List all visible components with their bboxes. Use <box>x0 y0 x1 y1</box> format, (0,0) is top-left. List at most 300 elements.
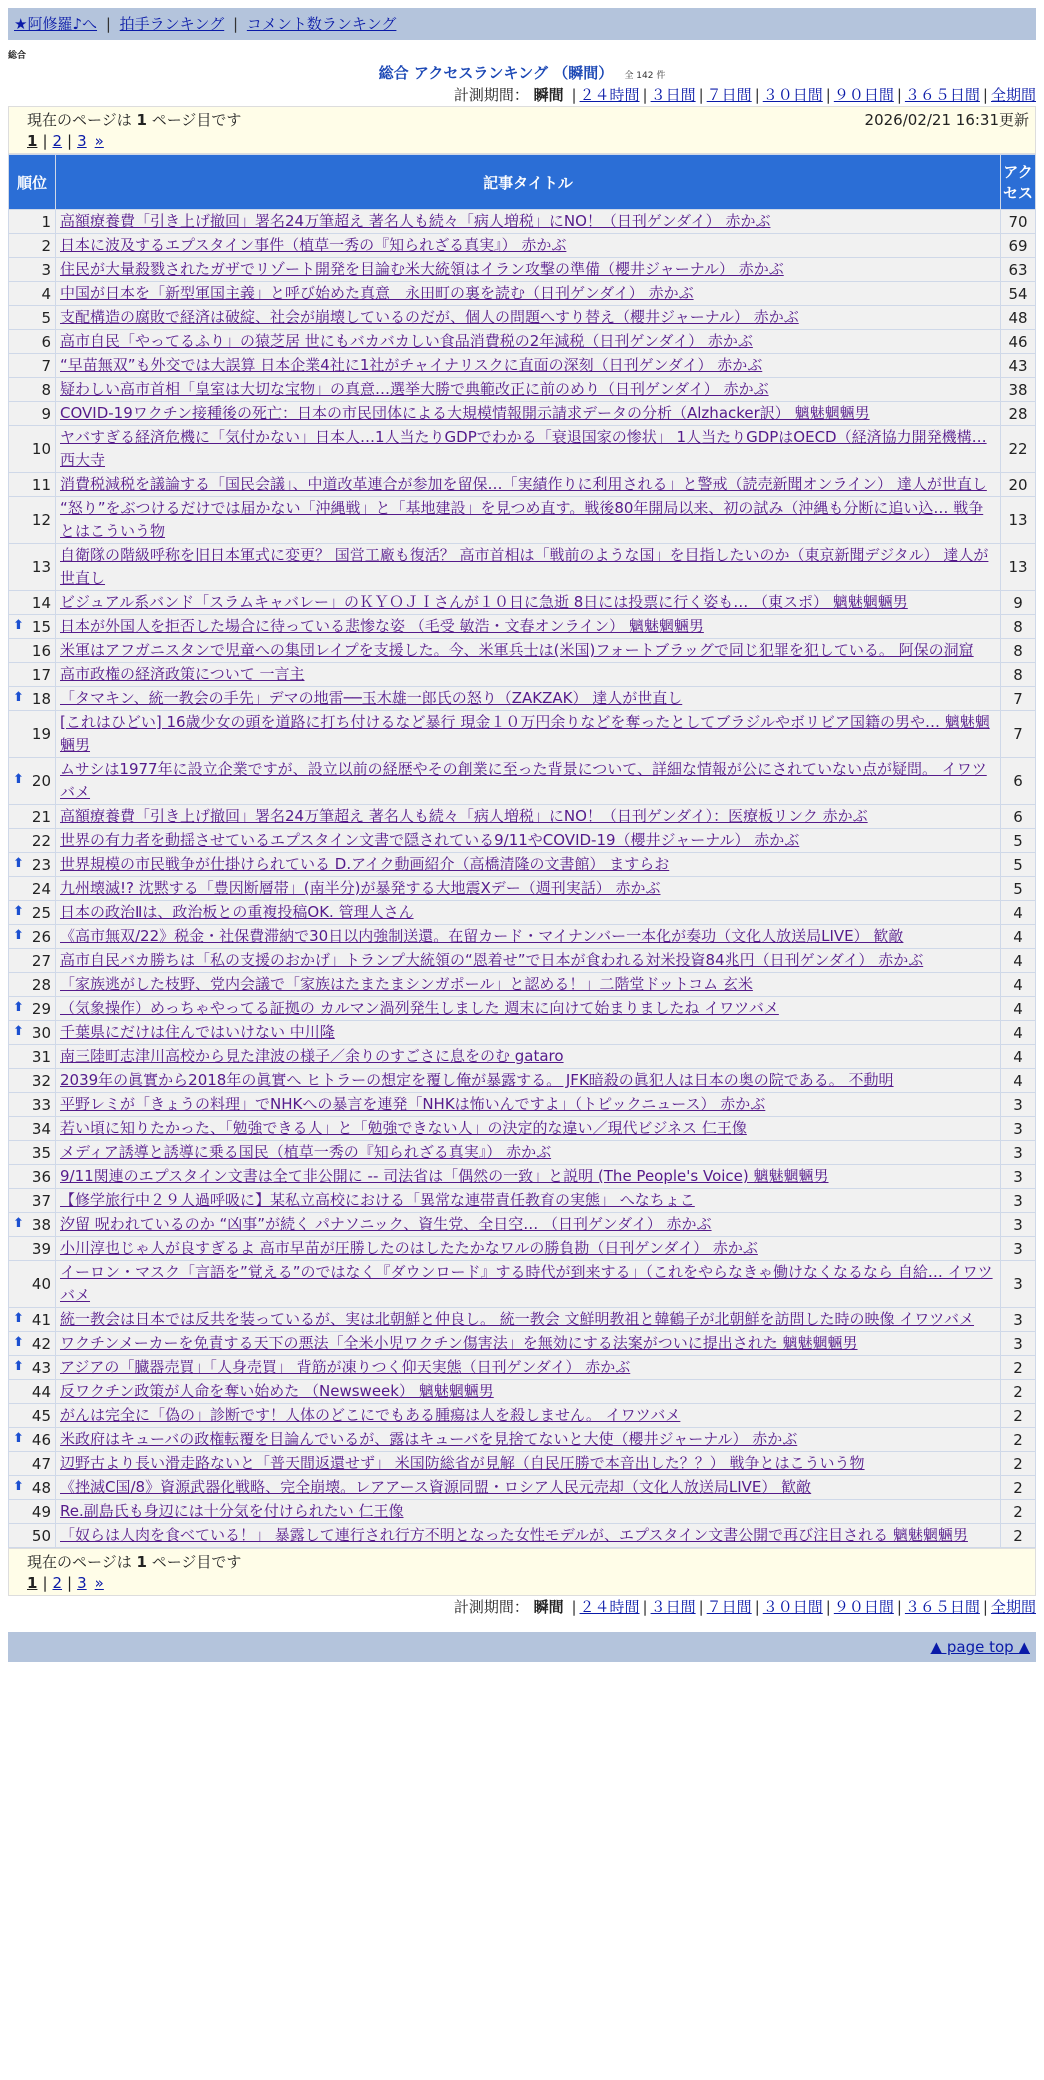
article-link[interactable]: [これはひどい] 16歳少女の頭を道路に打ち付けるなど暴行 現金１０万円余りなどを奪ったとしてブラジルやボリビア国籍の男や… 魑魅魍魎男 <box>60 713 990 754</box>
title-cell <box>56 330 1001 354</box>
title-cell <box>56 473 1001 497</box>
table-row <box>9 877 1036 901</box>
period-current: 瞬間 <box>533 86 564 104</box>
access-count: 4 <box>1001 925 1036 949</box>
title-cell <box>56 997 1001 1021</box>
table-row <box>9 544 1036 591</box>
access-count: 48 <box>1001 306 1036 330</box>
rank-cell <box>9 1428 56 1452</box>
title-cell <box>56 901 1001 925</box>
title-cell <box>56 1500 1001 1524</box>
access-count: 3 <box>1001 1213 1036 1237</box>
header-rank: 順位 <box>9 155 56 210</box>
title-cell <box>56 853 1001 877</box>
access-count: 63 <box>1001 258 1036 282</box>
rank-cell <box>9 1332 56 1356</box>
rank-number: 12 <box>31 511 51 529</box>
table-row <box>9 1045 1036 1069</box>
table-row <box>9 210 1036 234</box>
rank-number: 29 <box>31 999 51 1018</box>
access-count: 6 <box>1001 805 1036 829</box>
title-cell <box>56 1524 1001 1548</box>
rank-number: 19 <box>31 725 51 743</box>
access-count: 54 <box>1001 282 1036 306</box>
table-row <box>9 1356 1036 1380</box>
table-row <box>9 354 1036 378</box>
rank-cell <box>9 615 56 639</box>
table-row <box>9 330 1036 354</box>
table-row <box>9 497 1036 544</box>
title-cell <box>56 426 1001 473</box>
rank-number: 41 <box>31 1310 51 1329</box>
title-cell <box>56 687 1001 711</box>
period-separator: | <box>754 1598 760 1616</box>
up-arrow-icon: ⬆ <box>13 1478 24 1494</box>
page-status <box>27 1552 241 1572</box>
table-row <box>9 1165 1036 1189</box>
article-link[interactable]: 住民が大量殺戮されたガザでリゾート開発を目論む米大統領はイラン攻撃の準備（櫻井ジャーナル） 赤かぶ <box>60 260 784 278</box>
access-count: 7 <box>1001 711 1036 758</box>
article-link[interactable]: 辺野古より長い滑走路ないと「普天間返還せず」 米国防総省が見解（自民圧勝で本音出した？？） 戦争とはこういう物 <box>60 1454 865 1472</box>
rank-cell <box>9 1524 56 1548</box>
period-separator: | <box>754 86 760 104</box>
up-arrow-icon: ⬆ <box>13 1334 24 1350</box>
access-count: 3 <box>1001 1093 1036 1117</box>
home-link[interactable]: ★阿修羅♪へ <box>14 15 98 33</box>
period-label: 計測期間： <box>453 1598 529 1616</box>
page-status-prefix: 現在のページは <box>27 1553 132 1571</box>
access-count: 8 <box>1001 639 1036 663</box>
period-link[interactable]: ７日間 <box>706 1598 752 1616</box>
page-separator: | <box>42 132 48 150</box>
rank-number: 20 <box>31 772 51 790</box>
page-title-text: 総合 アクセスランキング （瞬間） <box>378 64 614 82</box>
period-links <box>568 1598 1036 1616</box>
title-cell <box>56 1237 1001 1261</box>
rank-number: 35 <box>31 1143 51 1162</box>
rank-cell <box>9 1069 56 1093</box>
header-access: アクセス <box>1001 155 1036 210</box>
up-arrow-icon: ⬆ <box>13 772 24 787</box>
access-count: 4 <box>1001 997 1036 1021</box>
next-page-link[interactable]: » <box>94 1574 104 1592</box>
table-row <box>9 1500 1036 1524</box>
title-cell <box>56 663 1001 687</box>
rank-cell <box>9 901 56 925</box>
article-link[interactable]: 九州壊滅!? 沈黙する「豊因断層帯」(南半分)が暴発する大地震Xデー（週刊実話） 赤かぶ <box>60 879 661 897</box>
article-link[interactable]: メディア誘導と誘導に乗る国民（植草一秀の『知られざる真実』） 赤かぶ <box>60 1143 552 1161</box>
rank-number: 49 <box>31 1502 51 1521</box>
title-cell <box>56 282 1001 306</box>
article-link[interactable]: 高額療養費「引き上げ撤回」署名24万筆超え 著名人も続々「病人増税」にNO！（日刊ゲンダイ） 赤かぶ <box>60 212 771 230</box>
title-cell <box>56 402 1001 426</box>
access-count: 38 <box>1001 378 1036 402</box>
article-link[interactable]: 世界の有力者を動揺させているエプスタイン文書で隠されている9/11やCOVID-19（櫻井ジャーナル） 赤かぶ <box>60 831 800 849</box>
rank-number: 25 <box>31 903 51 922</box>
table-row <box>9 1428 1036 1452</box>
page-link[interactable]: 2 <box>52 1574 63 1592</box>
table-row <box>9 426 1036 473</box>
article-link[interactable]: 高市自民バカ勝ちは「私の支援のおかげ」トランプ大統領の“恩着せ”で日本が食われる対米投資84兆円（日刊ゲンダイ） 赤かぶ <box>60 951 924 969</box>
next-page-link[interactable]: » <box>94 132 104 150</box>
title-cell <box>56 925 1001 949</box>
access-count: 5 <box>1001 877 1036 901</box>
access-count: 6 <box>1001 758 1036 805</box>
rank-cell <box>9 210 56 234</box>
article-link[interactable]: ヤバすぎる経済危機に「気付かない」日本人…1人当たりGDPでわかる「衰退国家の惨状」 1人当たりGDPはOECD（経済協力開発機構… 西大寺 <box>60 428 987 469</box>
rank-number: 45 <box>31 1406 51 1425</box>
period-link[interactable]: ７日間 <box>706 86 752 104</box>
access-count: 5 <box>1001 829 1036 853</box>
rank-number: 10 <box>31 440 51 458</box>
rank-cell <box>9 426 56 473</box>
rank-number: 18 <box>31 689 51 708</box>
rank-number: 46 <box>31 1430 51 1449</box>
access-count: 3 <box>1001 1261 1036 1308</box>
page-status-suffix: ページ目です <box>151 111 242 129</box>
up-arrow-icon: ⬆ <box>13 927 24 943</box>
rank-number: 27 <box>31 951 51 970</box>
rank-number: 47 <box>31 1454 51 1473</box>
rank-number: 44 <box>31 1382 51 1401</box>
article-link[interactable]: 米政府はキューバの政権転覆を目論んでいるが、露はキューバを見捨てないと大使（櫻井ジャーナル） 赤かぶ <box>60 1430 798 1448</box>
rank-number: 3 <box>41 260 51 279</box>
title-cell <box>56 1021 1001 1045</box>
rank-number: 7 <box>41 356 51 375</box>
access-count: 46 <box>1001 330 1036 354</box>
page-separator: | <box>67 1574 73 1592</box>
article-link[interactable]: 小川淳也じゃ人が良すぎるよ 高市早苗が圧勝したのはしたたかなワルの勝負勘（日刊ゲンダイ） 赤かぶ <box>60 1239 758 1257</box>
table-row <box>9 1189 1036 1213</box>
article-link[interactable]: 「奴らは人肉を食べている！」 暴露して連行され行方不明となった女性モデルが、エプスタイン文書公開で再び注目される 魑魅魍魎男 <box>60 1526 968 1544</box>
period-label: 計測期間： <box>453 86 529 104</box>
applause-ranking-link[interactable]: 拍手ランキング <box>119 15 225 33</box>
table-row <box>9 1117 1036 1141</box>
rank-cell <box>9 591 56 615</box>
article-link[interactable]: 2039年の眞實から2018年の眞實へ ヒトラーの想定を覆し俺が暴露する。 JFK暗殺の眞犯人は日本の奥の院である。 不動明 <box>60 1071 894 1089</box>
page-links <box>27 130 1029 152</box>
rank-number: 30 <box>31 1023 51 1042</box>
rank-number: 22 <box>31 831 51 850</box>
article-link[interactable]: 世界規模の市民戦争が仕掛けられている D.アイク動画紹介（高橋清隆の文書館） ますらお <box>60 855 670 873</box>
title-cell <box>56 711 1001 758</box>
access-count: 43 <box>1001 354 1036 378</box>
rank-cell <box>9 1308 56 1332</box>
table-row <box>9 591 1036 615</box>
up-arrow-icon: ⬆ <box>13 1358 24 1374</box>
period-current: 瞬間 <box>533 1598 564 1616</box>
article-link[interactable]: “怒り”をぶつけるだけでは届かない「沖縄戦」と「基地建設」を見つめ直す。戦後80年開局以来、初の試み（沖縄も分断に追い込… 戦争とはこういう物 <box>60 499 984 540</box>
rank-cell <box>9 639 56 663</box>
access-count: 70 <box>1001 210 1036 234</box>
article-link[interactable]: 高市政権の経済政策について 一言主 <box>60 665 305 683</box>
title-cell <box>56 973 1001 997</box>
pager-bottom <box>8 1548 1036 1596</box>
title-cell <box>56 829 1001 853</box>
rank-number: 8 <box>41 380 51 399</box>
rank-number: 5 <box>41 308 51 327</box>
rank-number: 48 <box>31 1478 51 1497</box>
table-row <box>9 949 1036 973</box>
article-link[interactable]: Re.副島氏も身辺には十分気を付けられたい 仁王像 <box>60 1502 404 1520</box>
access-count: 2 <box>1001 1356 1036 1380</box>
up-arrow-icon: ⬆ <box>13 855 24 871</box>
article-link[interactable]: ビジュアル系バンド「スラムキャバレー」のＫＹＯＪＩさんが１０日に急逝 8日には投票に行く姿も… （東スポ） 魑魅魍魎男 <box>60 593 908 611</box>
rank-number: 36 <box>31 1167 51 1186</box>
period-link[interactable]: ３６５日間 <box>904 1598 980 1616</box>
access-count: 7 <box>1001 687 1036 711</box>
article-link[interactable]: 日本が外国人を拒否した場合に待っている悲惨な姿 （毛受 敏浩・文春オンライン） 魑魅魍魎男 <box>60 617 704 635</box>
page-link[interactable]: 2 <box>52 132 63 150</box>
article-link[interactable]: COVID-19ワクチン接種後の死亡：日本の市民団体による大規模情報開示請求データの分析（Alzhacker訳） 魑魅魍魎男 <box>60 404 870 422</box>
rank-number: 31 <box>31 1047 51 1066</box>
period-link[interactable]: 全期間 <box>990 1598 1036 1616</box>
access-count: 8 <box>1001 615 1036 639</box>
period-link[interactable]: ３日間 <box>650 86 696 104</box>
rank-cell <box>9 877 56 901</box>
page-title <box>8 62 1036 84</box>
rank-number: 50 <box>31 1526 51 1545</box>
table-row <box>9 829 1036 853</box>
table-row <box>9 1476 1036 1500</box>
comment-ranking-link[interactable]: コメント数ランキング <box>246 15 397 33</box>
access-count: 69 <box>1001 234 1036 258</box>
rank-number: 17 <box>31 665 51 684</box>
article-link[interactable]: 【修学旅行中２９人過呼吸に】某私立高校における「異常な連帯責任教育の実態」 へなちょこ <box>60 1191 695 1209</box>
rank-number: 15 <box>31 617 51 636</box>
rank-cell <box>9 1213 56 1237</box>
article-link[interactable]: 9/11関連のエプスタイン文書は全て非公開に -- 司法省は「偶然の一致」と説明 (The People's Voice) 魑魅魍魎男 <box>60 1167 829 1185</box>
rank-cell <box>9 354 56 378</box>
access-count: 2 <box>1001 1524 1036 1548</box>
access-count: 5 <box>1001 853 1036 877</box>
article-link[interactable]: 支配構造の腐敗で経済は破綻、社会が崩壊しているのだが、個人の問題へすり替え（櫻井ジャーナル） 赤かぶ <box>60 308 799 326</box>
rank-cell <box>9 378 56 402</box>
rank-number: 32 <box>31 1071 51 1090</box>
access-count: 22 <box>1001 426 1036 473</box>
title-cell <box>56 1452 1001 1476</box>
rank-number: 23 <box>31 855 51 874</box>
table-row <box>9 805 1036 829</box>
period-separator: | <box>642 86 648 104</box>
page-separator: | <box>42 1574 48 1592</box>
rank-number: 11 <box>31 475 51 494</box>
title-cell <box>56 615 1001 639</box>
article-link[interactable]: 《高市無双/22》税金・社保費滞納で30日以内強制送還。在留カード・マイナンバー一本化が奏功（文化人放送局LIVE） 歓敵 <box>60 927 904 945</box>
rank-number: 2 <box>41 236 51 255</box>
table-row <box>9 1404 1036 1428</box>
up-arrow-icon: ⬆ <box>13 1215 24 1231</box>
top-nav <box>8 8 1036 40</box>
title-cell <box>56 354 1001 378</box>
rank-cell <box>9 234 56 258</box>
rank-cell <box>9 1356 56 1380</box>
rank-number: 33 <box>31 1095 51 1114</box>
rank-cell <box>9 758 56 805</box>
table-row <box>9 758 1036 805</box>
page-separator: | <box>67 132 73 150</box>
table-row <box>9 306 1036 330</box>
title-cell <box>56 234 1001 258</box>
period-separator: | <box>571 86 577 104</box>
period-link[interactable]: ３日間 <box>650 1598 696 1616</box>
table-row <box>9 258 1036 282</box>
rank-cell <box>9 853 56 877</box>
article-link[interactable]: 統一教会は日本では反共を装っているが、実は北朝鮮と仲良し。 統一教会 文鮮明教祖と韓鶴子が北朝鮮を訪問した時の映像 イワツバメ <box>60 1310 975 1328</box>
article-link[interactable]: 日本の政治Ⅱは、政治板との重複投稿OK. 管理人さん <box>60 903 414 921</box>
article-link[interactable]: 汐留 呪われているのか “凶事”が続く パナソニック、資生党、全日空… （日刊ゲンダイ） 赤かぶ <box>60 1215 712 1233</box>
period-link[interactable]: 全期間 <box>990 86 1036 104</box>
article-link[interactable]: 「タマキン、統一教会の手先」デマの地雷──玉木雄一郎氏の怒り（ZAKZAK） 達人が世直し <box>60 689 683 707</box>
title-cell <box>56 497 1001 544</box>
period-separator: | <box>642 1598 648 1616</box>
title-cell <box>56 1069 1001 1093</box>
title-cell <box>56 1404 1001 1428</box>
rank-cell <box>9 282 56 306</box>
article-link[interactable]: 高額療養費「引き上げ撤回」署名24万筆超え 著名人も続々「病人増税」にNO！（日刊ゲンダイ）：医療板リンク 赤かぶ <box>60 807 868 825</box>
table-row <box>9 1261 1036 1308</box>
title-cell <box>56 1141 1001 1165</box>
title-cell <box>56 1189 1001 1213</box>
article-link[interactable]: 自衛隊の階級呼称を旧日本軍式に変更？ 国営工廠も復活？ 高市首相は「戦前のような国」を目指したいのか（東京新聞デジタル） 達人が世直し <box>60 546 989 587</box>
access-count: 3 <box>1001 1308 1036 1332</box>
title-cell <box>56 1165 1001 1189</box>
title-cell <box>56 258 1001 282</box>
table-row <box>9 1093 1036 1117</box>
access-count: 8 <box>1001 663 1036 687</box>
page-status-prefix: 現在のページは <box>27 111 132 129</box>
table-row <box>9 615 1036 639</box>
period-link[interactable]: ２４時間 <box>579 1598 640 1616</box>
title-cell <box>56 877 1001 901</box>
access-count: 2 <box>1001 1500 1036 1524</box>
article-link[interactable]: 南三陸町志津川高校から見た津波の様子／余りのすごさに息をのむ gataro <box>60 1047 564 1065</box>
table-row <box>9 378 1036 402</box>
article-link[interactable]: イーロン・マスク「言語を”覚える”のではなく『ダウンロード』する時代が到来する」（これをやらなきゃ働けなくなるなら 自給… イワツバメ <box>60 1263 993 1304</box>
title-cell <box>56 544 1001 591</box>
rank-number: 9 <box>41 404 51 423</box>
rank-cell <box>9 1093 56 1117</box>
table-row <box>9 402 1036 426</box>
table-row <box>9 1524 1036 1548</box>
period-link[interactable]: ９０日間 <box>833 1598 894 1616</box>
table-row <box>9 1380 1036 1404</box>
rank-cell <box>9 330 56 354</box>
title-cell <box>56 1332 1001 1356</box>
title-cell <box>56 1356 1001 1380</box>
period-separator: | <box>825 1598 831 1616</box>
title-cell <box>56 1045 1001 1069</box>
access-count: 2 <box>1001 1476 1036 1500</box>
access-count: 4 <box>1001 901 1036 925</box>
access-count: 3 <box>1001 1141 1036 1165</box>
table-row <box>9 282 1036 306</box>
title-cell <box>56 378 1001 402</box>
table-row <box>9 1069 1036 1093</box>
article-link[interactable]: 千葉県にだけは住んではいけない 中川隆 <box>60 1023 335 1041</box>
article-link[interactable]: ムサシは1977年に設立企業ですが、設立以前の経歴やその創業に至った背景について、詳細な情報が公にされていない点が疑問。 イワツバメ <box>60 760 987 801</box>
page-link[interactable]: 3 <box>77 132 87 150</box>
period-link[interactable]: ９０日間 <box>833 86 894 104</box>
rank-number: 21 <box>31 807 51 826</box>
header-title: 記事タイトル <box>56 155 1001 210</box>
article-link[interactable]: 疑わしい高市首相「皇室は大切な宝物」の真意…選挙大勝で典範改正に前のめり（日刊ゲンダイ） 赤かぶ <box>60 380 769 398</box>
rank-cell <box>9 497 56 544</box>
rank-cell <box>9 997 56 1021</box>
rank-cell <box>9 258 56 282</box>
rank-cell <box>9 1476 56 1500</box>
table-row <box>9 687 1036 711</box>
rank-number: 40 <box>31 1275 51 1293</box>
article-link[interactable]: 米軍はアフガニスタンで児童への集団レイプを支援した。今、米軍兵士は(米国)フォートブラッグで同じ犯罪を犯している。 阿保の洞窟 <box>60 641 974 659</box>
article-link[interactable]: 「家族逃がした枝野、党内会議で「家族はたまたまシンガポール」と認める！」二階堂ドットコム 玄米 <box>60 975 753 993</box>
rank-cell <box>9 829 56 853</box>
title-cell <box>56 1261 1001 1308</box>
period-link[interactable]: ３０日間 <box>762 1598 823 1616</box>
rank-number: 43 <box>31 1358 51 1377</box>
rank-cell <box>9 1404 56 1428</box>
rank-number: 26 <box>31 927 51 946</box>
period-link[interactable]: ３０日間 <box>762 86 823 104</box>
table-row <box>9 639 1036 663</box>
page-link[interactable]: 3 <box>77 1574 87 1592</box>
table-row <box>9 973 1036 997</box>
article-link[interactable]: 《挫滅C国/8》資源武器化戦略、完全崩壊。レアアース資源同盟・ロシア人民元売却（文化人放送局LIVE） 歓敵 <box>60 1478 812 1496</box>
rank-cell <box>9 1117 56 1141</box>
rank-cell <box>9 1045 56 1069</box>
access-count: 3 <box>1001 1237 1036 1261</box>
rank-cell <box>9 1380 56 1404</box>
period-link[interactable]: ３６５日間 <box>904 86 980 104</box>
article-link[interactable]: 中国が日本を「新型軍国主義」と呼び始めた真意 永田町の裏を読む（日刊ゲンダイ） 赤かぶ <box>60 284 694 302</box>
period-links <box>568 86 1036 104</box>
footer-band <box>8 1632 1036 1662</box>
article-link[interactable]: 若い頃に知りたかった、「勉強できる人」と「勉強できない人」の決定的な違い／現代ビジネス 仁王像 <box>60 1119 747 1137</box>
article-link[interactable]: がんは完全に「偽の」診断です！人体のどこにでもある腫瘍は人を殺しません。 イワツバメ <box>60 1406 681 1424</box>
article-link[interactable]: “早苗無双”も外交では大誤算 日本企業4社に1社がチャイナリスクに直面の深刻（日刊ゲンダイ） 赤かぶ <box>60 356 763 374</box>
article-link[interactable]: ワクチンメーカーを免責する天下の悪法「全米小児ワクチン傷害法」を無効にする法案がついに提出された 魑魅魍魎男 <box>60 1334 858 1352</box>
table-row <box>9 234 1036 258</box>
rank-number: 37 <box>31 1191 51 1210</box>
title-cell <box>56 805 1001 829</box>
updated-time: 2026/02/21 16:31更新 <box>864 111 1029 129</box>
rank-number: 39 <box>31 1239 51 1258</box>
article-link[interactable]: アジアの「臓器売買」「人身売買」 背筋が凍りつく仰天実態（日刊ゲンダイ） 赤かぶ <box>60 1358 631 1376</box>
access-count: 4 <box>1001 949 1036 973</box>
access-count: 9 <box>1001 591 1036 615</box>
access-count: 28 <box>1001 402 1036 426</box>
access-count: 2 <box>1001 1404 1036 1428</box>
article-link[interactable]: 反ワクチン政策が人命を奪い始めた （Newsweek） 魑魅魍魎男 <box>60 1382 494 1400</box>
article-link[interactable]: 高市自民「やってるふり」の猿芝居 世にもバカバカしい食品消費税の2年減税（日刊ゲンダイ） 赤かぶ <box>60 332 753 350</box>
up-arrow-icon: ⬆ <box>13 1023 24 1039</box>
period-separator: | <box>982 1598 988 1616</box>
rank-cell <box>9 402 56 426</box>
page-top-link[interactable]: ▲ page top ▲ <box>930 1638 1030 1656</box>
article-link[interactable]: 消費税減税を議論する「国民会議」、中道改革連合が参加を留保…「実績作りに利用される」と警戒（読売新聞オンライン） 達人が世直し <box>60 475 987 493</box>
period-link[interactable]: ２４時間 <box>579 86 640 104</box>
article-link[interactable]: （気象操作）めっちゃやってる証拠の カルマン渦列発生しました 週末に向けて始まりましたね イワツバメ <box>60 999 779 1017</box>
article-link[interactable]: 日本に波及するエプスタイン事件（植草一秀の『知られざる真実』） 赤かぶ <box>60 236 567 254</box>
rank-cell <box>9 544 56 591</box>
access-count: 4 <box>1001 1021 1036 1045</box>
rank-cell <box>9 306 56 330</box>
current-page: 1 <box>27 1574 38 1592</box>
access-count: 3 <box>1001 1117 1036 1141</box>
up-arrow-icon: ⬆ <box>13 903 24 919</box>
article-link[interactable]: 平野レミが「きょうの料理」でNHKへの暴言を連発「NHKは怖いんですよ」（トピックニュース） 赤かぶ <box>60 1095 766 1113</box>
title-cell <box>56 758 1001 805</box>
